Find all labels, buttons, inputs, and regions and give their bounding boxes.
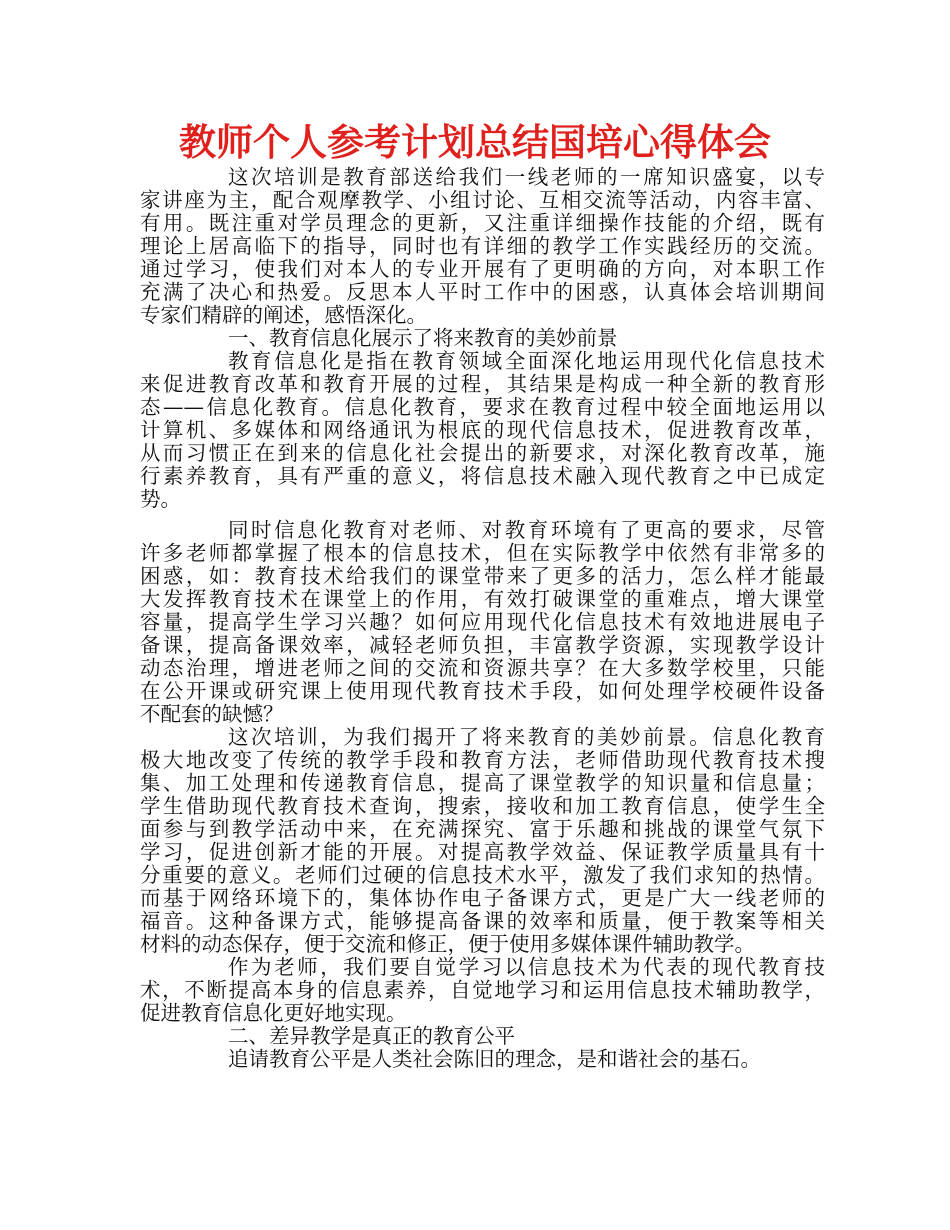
text-line: 许多老师都掌握了根本的信息技术，但在实际教学中依然有非常多的 (140, 541, 825, 565)
text-line: 困惑，如：教育技术给我们的课堂带来了更多的活力，怎么样才能最 (140, 564, 825, 588)
text-line: 动态治理，增进老师之间的交流和资源共享？在大多数学校里，只能 (140, 656, 825, 680)
text-line: 容量，提高学生学习兴趣？如何应用现代化信息技术有效地进展电子 (140, 610, 825, 634)
text-line: 势。 (140, 487, 181, 511)
text-line: 分重要的意义。老师们过硬的信息技术水平，激发了我们求知的热情。 (140, 863, 825, 887)
text-line: 家讲座为主，配合观摩教学、小组讨论、互相交流等活动，内容丰富、 (140, 188, 825, 212)
text-line: 计算机、多媒体和网络通讯为根底的现代信息技术，促进教育改革， (140, 418, 825, 442)
text-line: 来促进教育改革和教育开展的过程，其结果是构成一种全新的教育形 (140, 372, 825, 396)
text-line: 理论上居高临下的指导，同时也有详细的教学工作实践经历的交流。 (140, 234, 825, 258)
text-line: 促进教育信息化更好地实现。 (140, 1001, 407, 1025)
text-line: 材料的动态保存，便于交流和修正，便于使用多媒体课件辅助教学。 (140, 932, 755, 956)
paragraph-education-equity (140, 1048, 825, 1071)
section-heading: 二、差异教学是真正的教育公平 (228, 1024, 515, 1048)
paragraph-training-prospect (140, 726, 825, 956)
document-title: 教师个人参考计划总结国培心得体会 (179, 121, 771, 164)
text-line: 态——信息化教育。信息化教育，要求在教育过程中较全面地运用以 (140, 395, 825, 419)
text-line: 术，不断提高本身的信息素养，自觉地学习和运用信息技术辅助教学， (140, 978, 825, 1002)
text-line: 这次培训，为我们揭开了将来教育的美妙前景。信息化教育 (228, 725, 825, 749)
paragraph-as-teachers (140, 956, 825, 1025)
paragraph-teacher-requirements (140, 519, 825, 726)
section-heading-2 (140, 1025, 825, 1048)
text-line: 行素养教育，具有严重的意义，将信息技术融入现代教育之中已成定 (140, 464, 825, 488)
text-line: 面参与到教学活动中来，在充满探究、富于乐趣和挑战的课堂气氛下 (140, 817, 825, 841)
text-line: 大发挥教育技术在课堂上的作用，有效打破课堂的重难点，增大课堂 (140, 587, 825, 611)
text-line: 同时信息化教育对老师、对教育环境有了更高的要求，尽管 (228, 518, 825, 542)
text-line: 集、加工处理和传递教育信息，提高了课堂教学的知识量和信息量； (140, 771, 825, 795)
text-line: 充满了决心和热爱。反思本人平时工作中的困惑，认真体会培训期间 (140, 280, 825, 304)
text-line: 作为老师，我们要自觉学习以信息技术为代表的现代教育技 (228, 955, 825, 979)
paragraph-intro (140, 166, 825, 327)
text-line: 备课，提高备课效率，减轻老师负担，丰富教学资源，实现教学设计 (140, 633, 825, 657)
text-line: 学习，促进创新才能的开展。对提高教学效益、保证教学质量具有十 (140, 840, 825, 864)
text-line: 不配套的缺憾？ (140, 702, 284, 726)
text-line: 专家们精辟的阐述，感悟深化。 (140, 303, 427, 327)
text-line: 在公开课或研究课上使用现代教育技术手段，如何处理学校硬件设备 (140, 679, 825, 703)
text-line: 追请教育公平是人类社会陈旧的理念，是和谐社会的基石。 (228, 1047, 761, 1071)
section-heading: 一、教育信息化展示了将来教育的美妙前景 (228, 326, 618, 350)
text-line: 学生借助现代教育技术查询，搜索，接收和加工教育信息，使学生全 (140, 794, 825, 818)
paragraph-info-education (140, 350, 825, 511)
text-line: 而基于网络环境下的，集体协作电子备课方式，更是广大一线老师的 (140, 886, 825, 910)
document-body (140, 166, 825, 1071)
text-line: 福音。这种备课方式，能够提高备课的效率和质量，便于教案等相关 (140, 909, 825, 933)
text-line: 有用。既注重对学员理念的更新，又注重详细操作技能的介绍，既有 (140, 211, 825, 235)
text-line: 通过学习，使我们对本人的专业开展有了更明确的方向，对本职工作 (140, 257, 825, 281)
text-line: 教育信息化是指在教育领域全面深化地运用现代化信息技术 (228, 349, 825, 373)
section-heading-1 (140, 327, 825, 350)
text-line: 这次培训是教育部送给我们一线老师的一席知识盛宴，以专 (228, 165, 825, 189)
text-line: 从而习惯正在到来的信息化社会提出的新要求，对深化教育改革，施 (140, 441, 825, 465)
text-line: 极大地改变了传统的教学手段和教育方法，老师借助现代教育技术搜 (140, 748, 825, 772)
